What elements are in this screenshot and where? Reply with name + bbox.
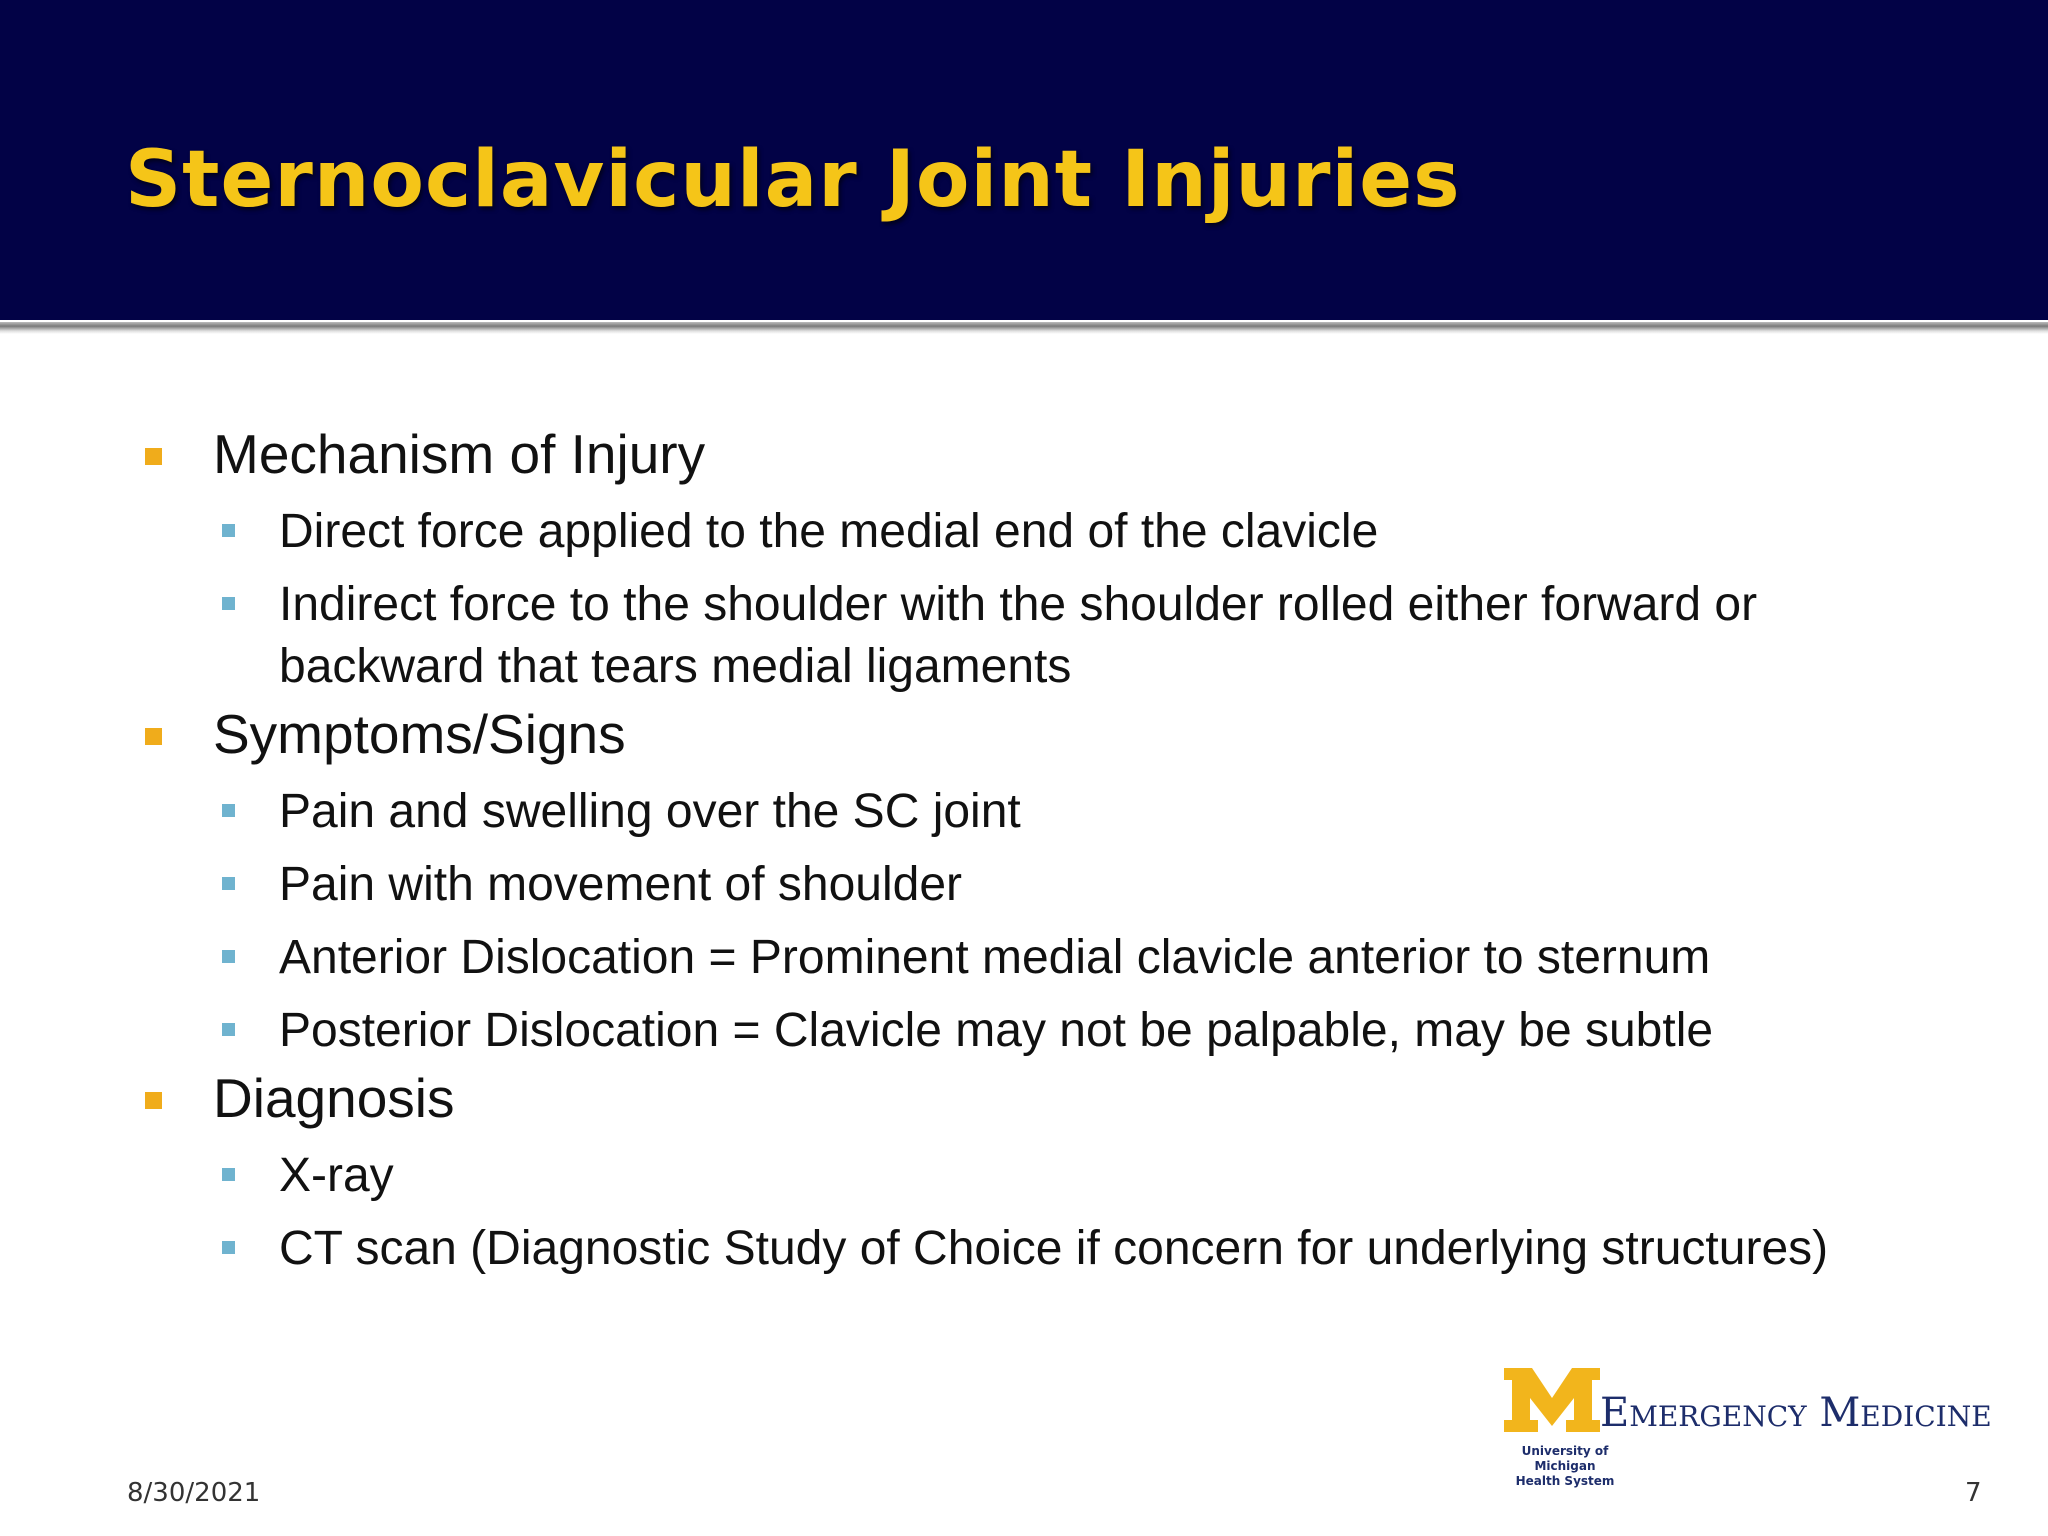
square-bullet-icon bbox=[222, 524, 235, 537]
page-number: 7 bbox=[1965, 1478, 1982, 1508]
section-heading-text: Symptoms/Signs bbox=[213, 703, 626, 765]
square-bullet-icon bbox=[222, 1168, 235, 1181]
sub-bullet-text: CT scan (Diagnostic Study of Choice if concern for underlying structures) bbox=[279, 1222, 1829, 1275]
section-heading-text: Mechanism of Injury bbox=[213, 423, 706, 485]
square-bullet-icon bbox=[222, 1023, 235, 1036]
square-bullet-icon bbox=[145, 448, 162, 465]
section-heading-symptoms bbox=[0, 698, 2048, 770]
square-bullet-icon bbox=[145, 1092, 162, 1109]
square-bullet-icon bbox=[222, 597, 235, 610]
sub-bullet-text: Direct force applied to the medial end of the clavicle bbox=[279, 505, 1379, 558]
sub-bullet-item bbox=[0, 1145, 1899, 1207]
square-bullet-icon bbox=[145, 728, 162, 745]
logo-org-line-1: University of Michigan bbox=[1521, 1444, 1609, 1473]
footer-date: 8/30/2021 bbox=[127, 1478, 261, 1508]
square-bullet-icon bbox=[222, 950, 235, 963]
sub-bullet-text: Pain and swelling over the SC joint bbox=[279, 785, 1021, 838]
sub-bullet-item bbox=[0, 574, 1899, 698]
sub-bullet-text: Pain with movement of shoulder bbox=[279, 858, 963, 911]
title-divider bbox=[0, 322, 2048, 334]
sub-bullet-text: Posterior Dislocation = Clavicle may not be palpable, may be subtle bbox=[279, 1004, 1714, 1057]
section-heading-diagnosis bbox=[0, 1062, 2048, 1134]
sub-bullet-item bbox=[0, 1000, 1899, 1062]
bullet-list bbox=[0, 418, 2048, 1280]
square-bullet-icon bbox=[222, 877, 235, 890]
sub-bullet-text: Indirect force to the shoulder with the shoulder rolled either forward or backward that tears medial ligaments bbox=[279, 578, 1758, 693]
title-bar bbox=[0, 0, 2048, 320]
sub-bullet-item bbox=[0, 781, 1899, 843]
sub-bullet-item bbox=[0, 501, 1899, 563]
sub-bullet-text: X-ray bbox=[279, 1149, 394, 1202]
sub-bullet-item bbox=[0, 927, 1899, 989]
section-heading-mechanism bbox=[0, 418, 2048, 490]
square-bullet-icon bbox=[222, 1241, 235, 1254]
block-m-icon bbox=[1504, 1368, 1600, 1432]
logo-wordmark: Emergency Medicine bbox=[1600, 1390, 1992, 1436]
logo-organization bbox=[1490, 1444, 1640, 1489]
logo-org-line-2: Health System bbox=[1515, 1474, 1615, 1488]
sub-bullet-item bbox=[0, 854, 1899, 916]
sub-bullet-text: Anterior Dislocation = Prominent medial clavicle anterior to sternum bbox=[279, 931, 1711, 984]
emergency-medicine-logo bbox=[1490, 1368, 2010, 1488]
section-heading-text: Diagnosis bbox=[213, 1067, 455, 1129]
slide-title: Sternoclavicular Joint Injuries bbox=[125, 135, 1461, 225]
square-bullet-icon bbox=[222, 804, 235, 817]
sub-bullet-item bbox=[0, 1218, 1899, 1280]
